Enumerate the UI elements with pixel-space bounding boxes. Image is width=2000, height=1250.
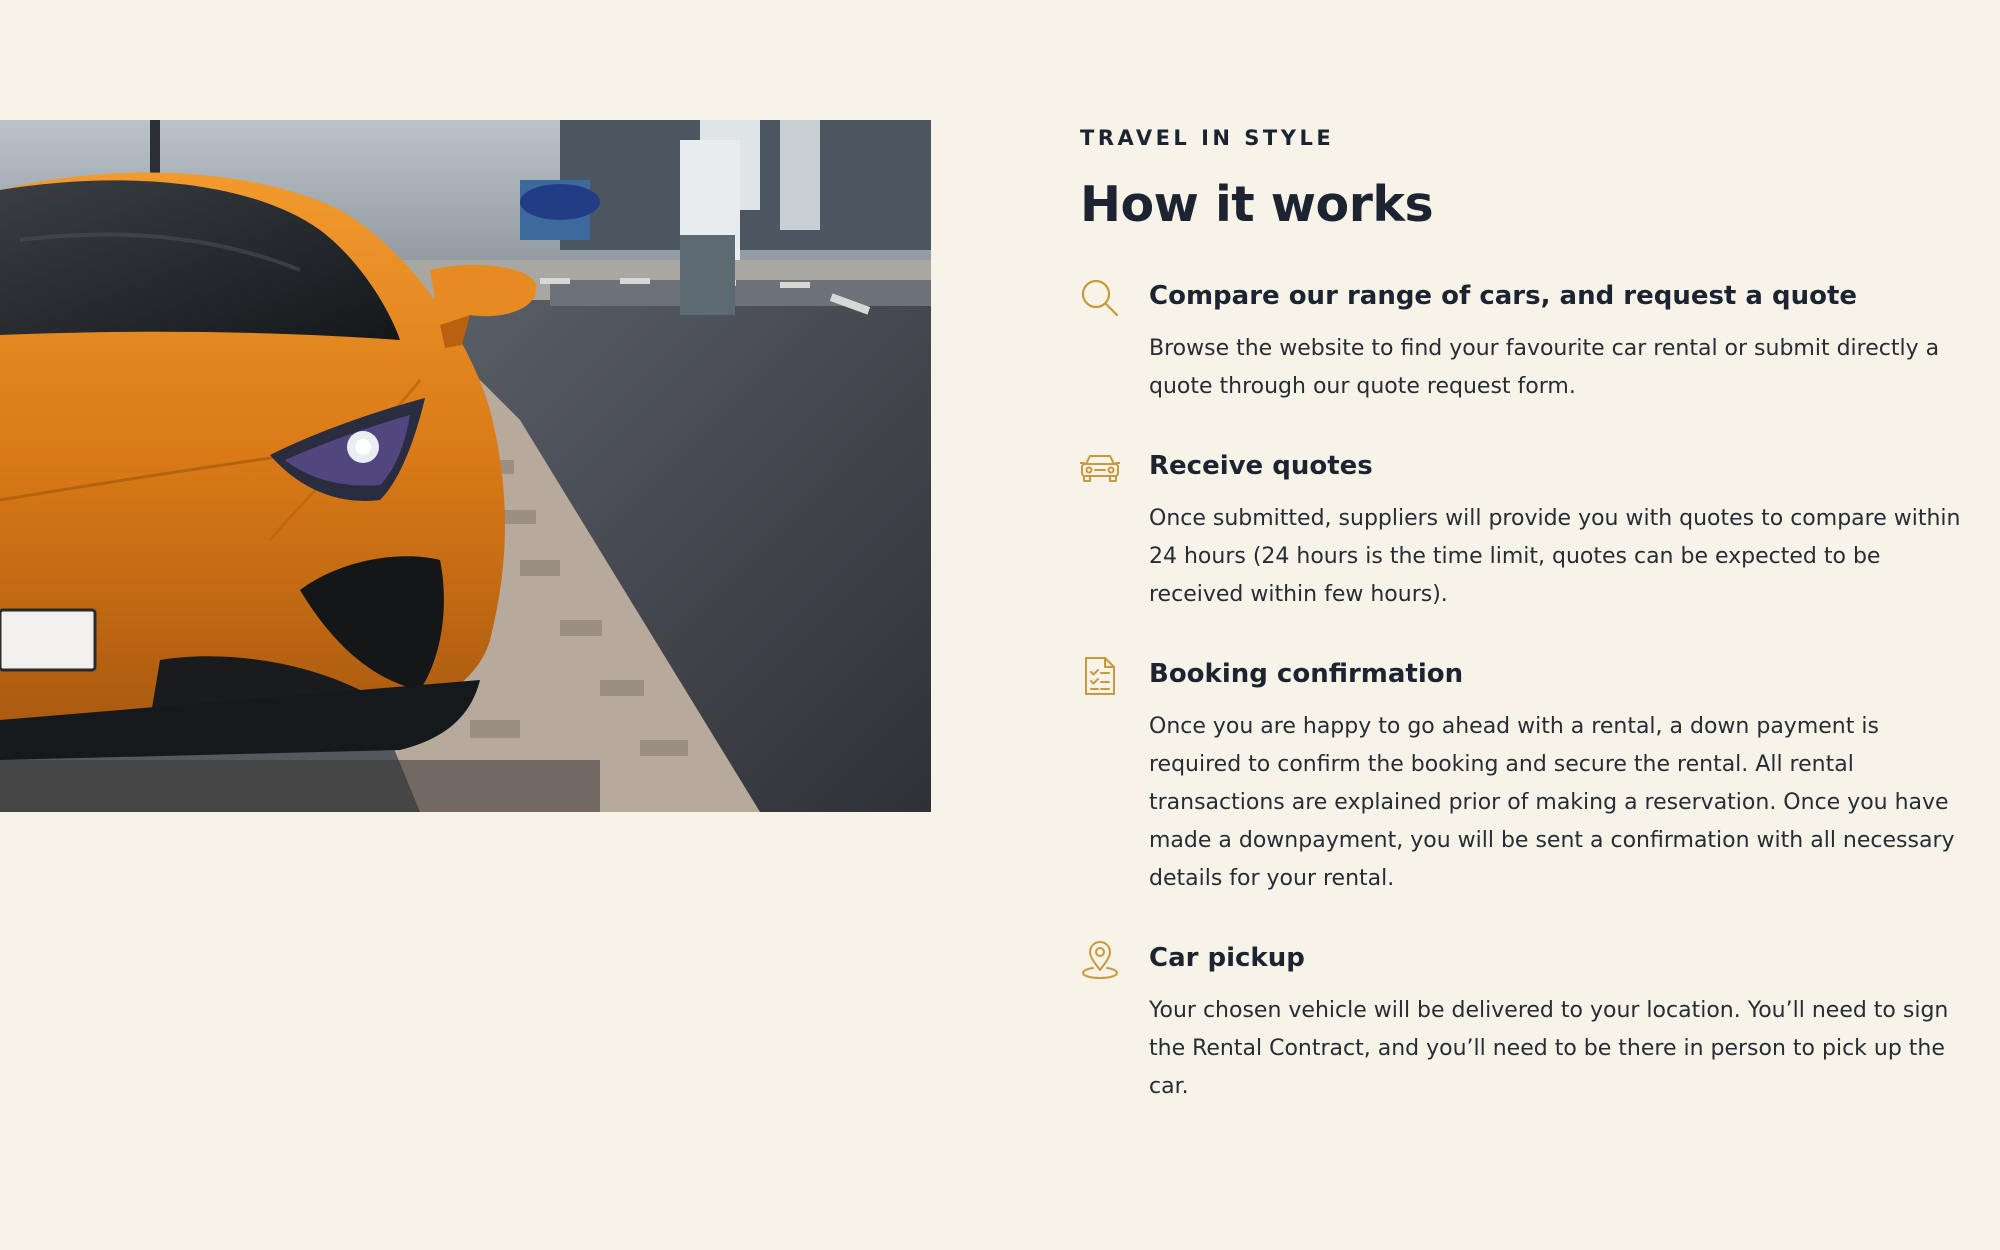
step-description: Once submitted, suppliers will provide you with quotes to compare within 24 hours (24 hours is the time limit, quotes can be expected to be received within few hours). [1149,506,1961,607]
car-illustration [0,120,931,812]
step-description: Once you are happy to go ahead with a rental, a down payment is required to confirm the booking and secure the rental. All rental transactions are explained prior of making a reservation. Once you have made a downpayment, you will be sent a confirmation with all necessary details for your rental. [1149,714,1955,891]
checklist-document-icon [1080,656,1120,696]
section-eyebrow: TRAVEL IN STYLE [1080,126,1335,150]
step-booking-confirmation [1080,654,1960,898]
search-icon [1080,278,1120,318]
step-title: Receive quotes [1149,451,1373,481]
section-title: How it works [1080,176,1434,233]
step-title: Compare our range of cars, and request a quote [1149,281,1858,311]
step-car-pickup [1080,938,1960,1106]
step-compare [1080,276,1960,406]
steps-list [1080,276,1960,1106]
step-receive-quotes [1080,446,1960,614]
hero-car-photo [0,120,931,812]
step-description: Your chosen vehicle will be delivered to your location. You’ll need to sign the Rental Contract, and you’ll need to be there in person to pick up the car. [1149,998,1949,1099]
step-description: Browse the website to find your favourite car rental or submit directly a quote through our quote request form. [1149,336,1940,399]
location-pin-icon [1080,940,1120,980]
step-title: Car pickup [1149,943,1305,973]
car-icon [1080,448,1120,488]
step-title: Booking confirmation [1149,659,1464,689]
how-it-works-section [1080,122,1960,1146]
